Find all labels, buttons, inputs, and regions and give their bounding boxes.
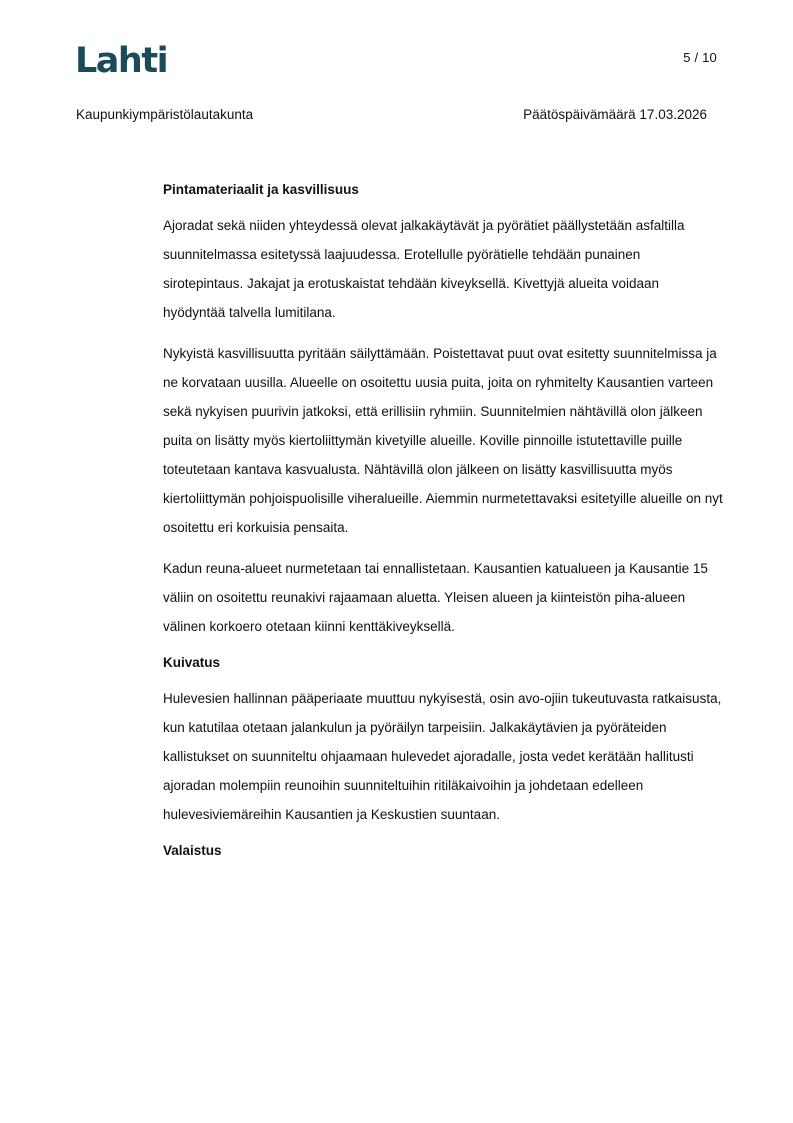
lahti-logo: Lahti (75, 41, 168, 81)
section-heading: Pintamateriaalit ja kasvillisuus (163, 182, 359, 197)
paragraph: Hulevesien hallinnan pääperiaate muuttuu nykyisestä, osin avo-ojiin tukeutuvasta ratkaisusta, kun katutilaa otetaan jalankulun ja pyöräilyn tarpeisiin. Jalkakäytävien ja pyöräteiden kallistukset on suunniteltu ohjaamaan hulevedet ajoradalle, josta vedet kerätään hallitusti ajoradan molempiin reunoihin suunniteltuihin ritiläkaivoihin ja johdetaan edelleen hulevesiviemäreihin Kausantien ja Keskustien suuntaan. (163, 691, 722, 822)
paragraph: Ajoradat sekä niiden yhteydessä olevat jalkakäytävät ja pyörätiet päällystetään asfaltilla suunnitelmassa esitetyssä laajuudessa. Erotellulle pyörätielle tehdään punainen sirotepintaus. Jakajat ja erotuskaistat tehdään kiveyksellä. Kivettyjä alueita voidaan hyödyntää talvella lumitilana. (163, 218, 685, 320)
paragraph: Nykyistä kasvillisuutta pyritään säilyttämään. Poistettavat puut ovat esitetty suunnitelmissa ja ne korvataan uusilla. Alueelle on osoitettu uusia puita, joita on ryhmitelty Kausantien varteen sekä nykyisen puurivin jatkoksi, että erillisiin ryhmiin. Suunnitelmien nähtävillä olon jälkeen puita on lisätty myös kiertoliittymän kivetyille alueille. Koville pinnoille istutettaville puille toteutetaan kantava kasvualusta. Nähtävillä olon jälkeen on lisätty kasvillisuutta myös kiertoliittymän pohjoispuolisille viheralueille. Aiemmin nurmetettavaksi esitetyille alueille on nyt osoitettu eri korkuisia pensaita. (163, 346, 723, 535)
section-heading: Valaistus (163, 843, 222, 858)
page-number: 5 / 10 (683, 50, 717, 65)
committee-name: Kaupunkiympäristölautakunta (76, 107, 254, 122)
decision-date: Päätöspäivämäärä 17.03.2026 (523, 107, 707, 122)
document-body (163, 180, 723, 872)
paragraph: Kadun reuna-alueet nurmetetaan tai ennallistetaan. Kausantien katualueen ja Kausantie 15 väliin on osoitettu reunakivi rajaamaan aluetta. Yleisen alueen ja kiinteistön piha-alueen välinen korkoero otetaan kiinni kenttäkiveyksellä. (163, 561, 708, 634)
section-heading: Kuivatus (163, 655, 221, 670)
